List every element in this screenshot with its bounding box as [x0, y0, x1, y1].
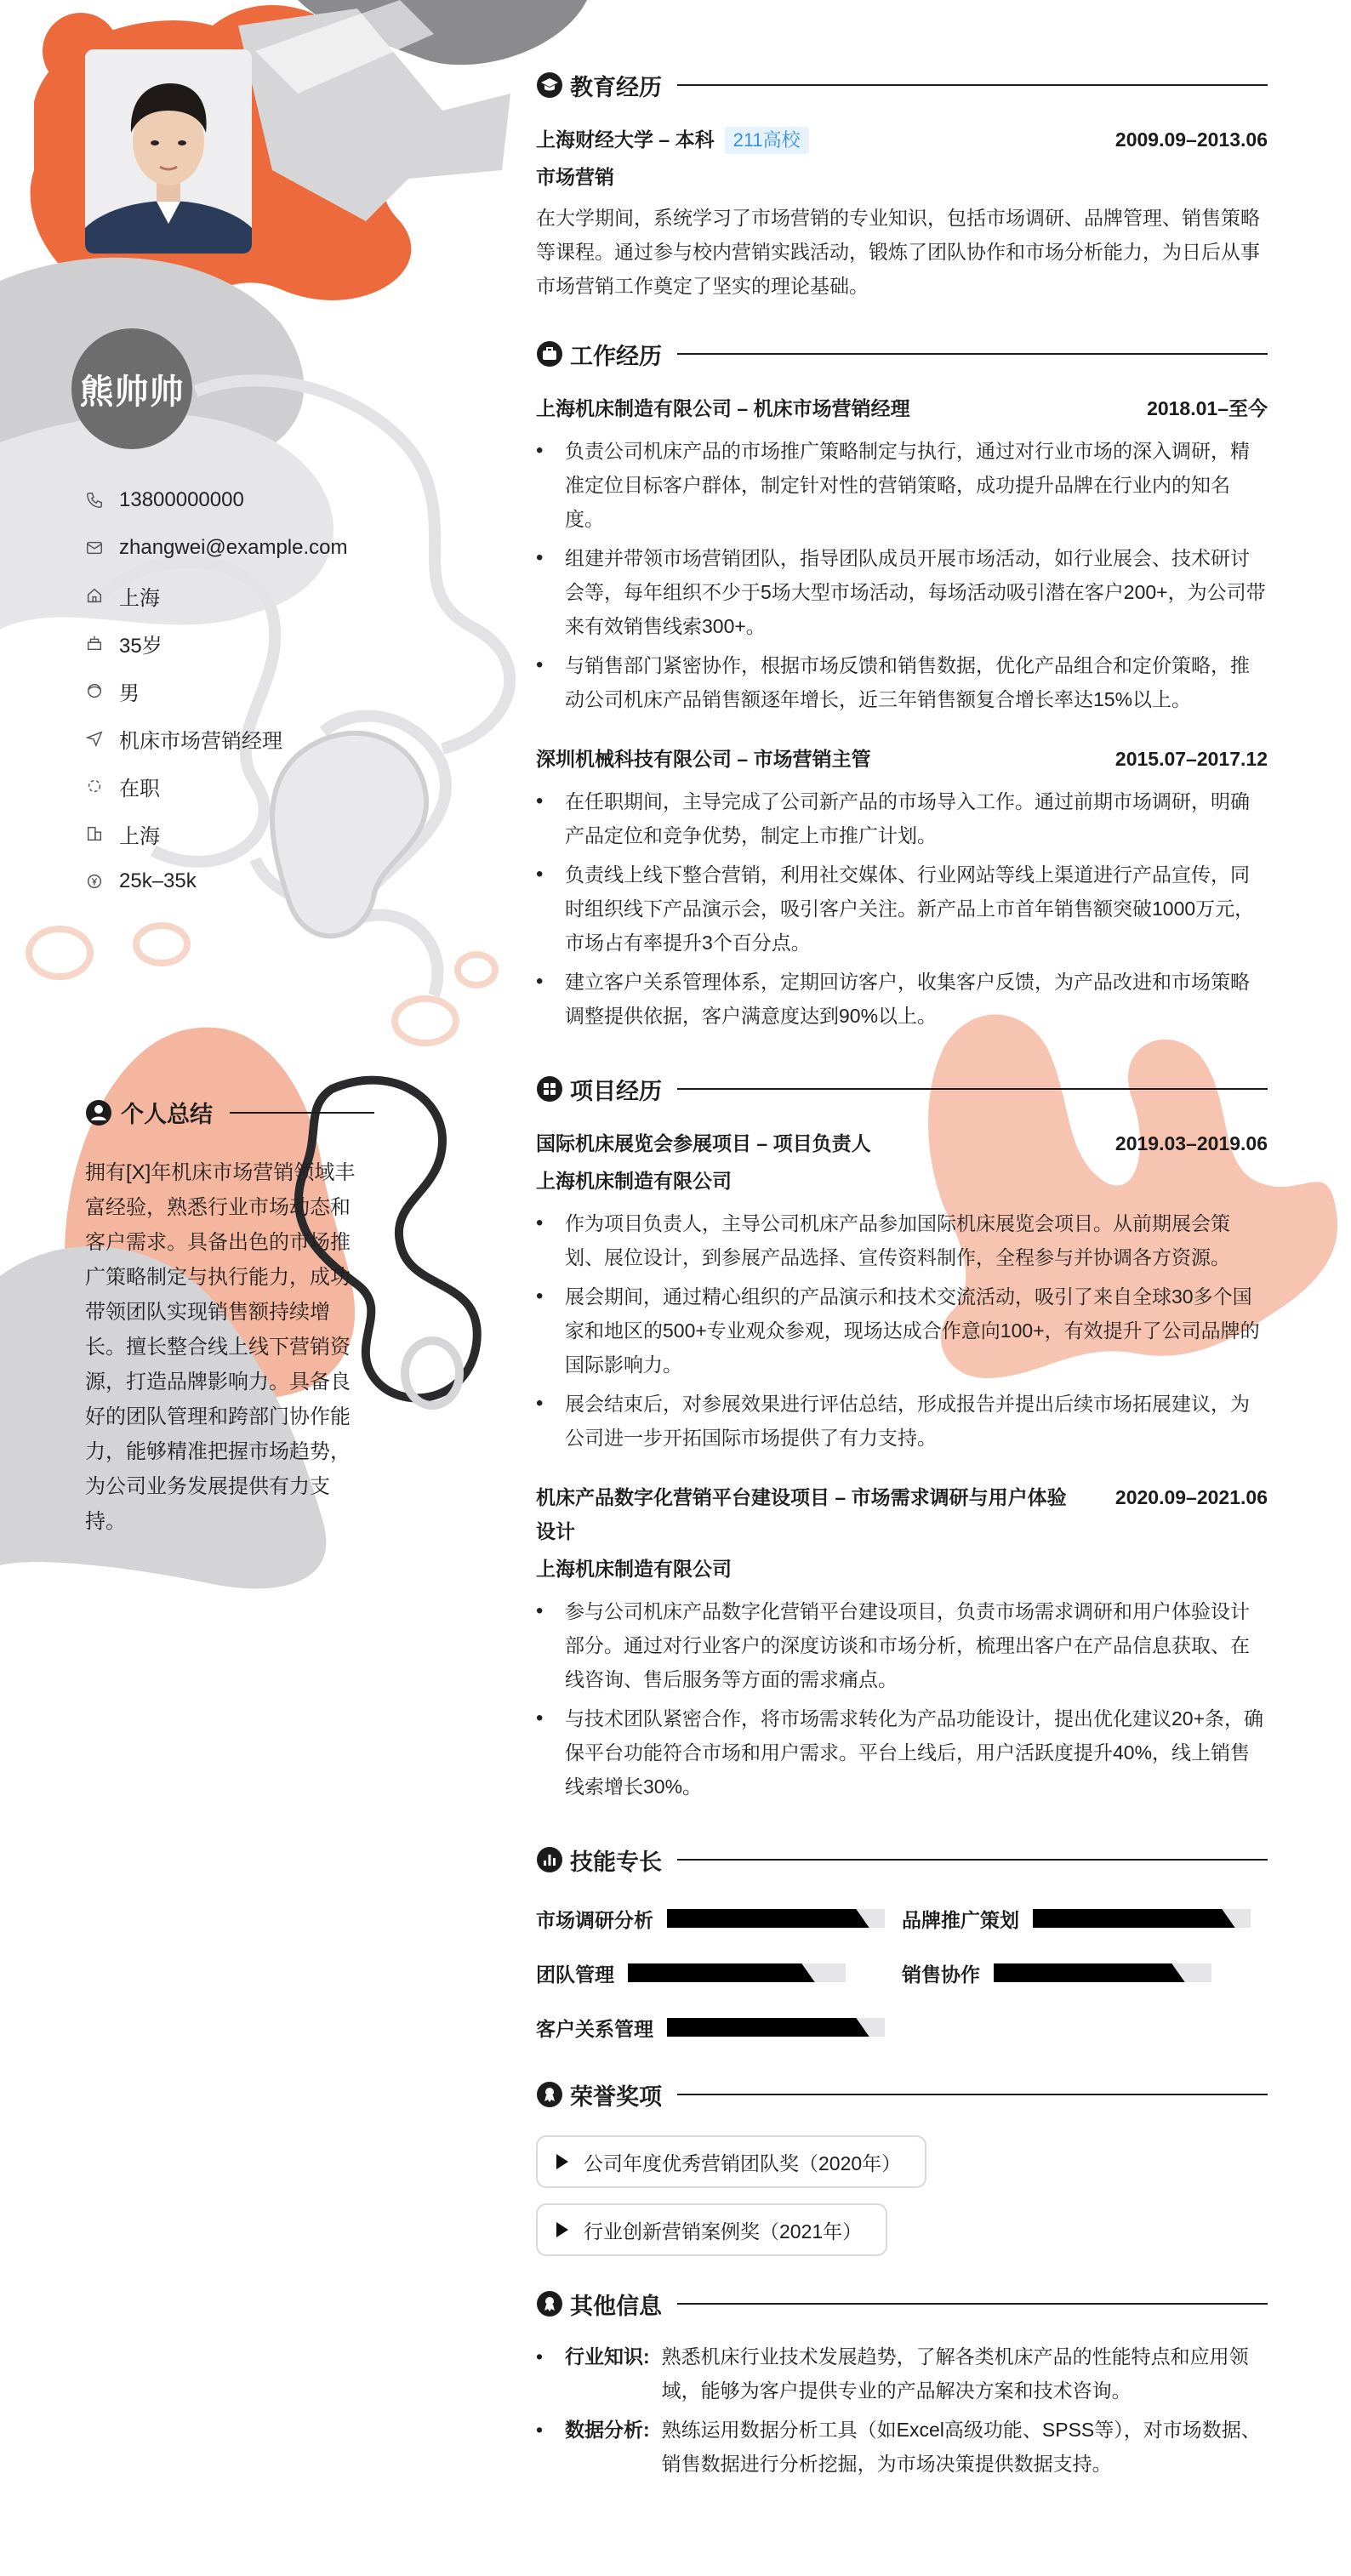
education-school: 上海财经大学 – 本科 [536, 128, 715, 151]
projects-section [536, 1067, 1268, 1804]
honor-item [536, 2135, 926, 2188]
contact-status-text: 在职 [119, 777, 160, 801]
contact-age-text: 35岁 [119, 634, 162, 658]
education-date: 2009.09–2013.06 [1114, 128, 1268, 151]
contact-salary [85, 858, 442, 905]
other-title: 其他信息 [570, 2293, 662, 2319]
project-head: 机床产品数字化营销平台建设项目 – 市场需求调研与用户体验设计 [536, 1486, 1067, 1542]
education-section [536, 63, 1268, 303]
projects-header [536, 1067, 1268, 1111]
job-bullet: • 在任职期间，主导完成了公司新产品的市场导入工作。通过前期市场调研，明确产品定位和竞争优势，制定上市推广计划。 [536, 784, 1268, 852]
project-company: 上海机床制造有限公司 [536, 1170, 732, 1192]
honor-item [536, 2203, 887, 2256]
job-item [536, 742, 1268, 1033]
project-item [536, 1480, 1268, 1804]
award-icon [536, 2081, 563, 2108]
contact-status [85, 762, 442, 810]
contact-gender-text: 男 [119, 681, 140, 705]
skill-bar-fill [1033, 1909, 1218, 1928]
other-item: • 数据分析: 熟练运用数据分析工具（如Excel高级功能、SPSS等），对市场数据、销售数据进行分析挖掘，为市场决策提供数据支持。 [536, 2413, 1268, 2481]
info-badge-icon [536, 2290, 563, 2317]
skill-name: 团队管理 [536, 1963, 614, 1986]
contact-home [85, 572, 442, 619]
project-head: 国际机床展览会参展项目 – 项目负责人 [536, 1132, 871, 1154]
project-company: 上海机床制造有限公司 [536, 1558, 732, 1580]
skill-name: 市场调研分析 [536, 1908, 653, 1931]
skill-bar-fill [667, 1909, 852, 1928]
honors-title: 荣誉奖项 [570, 2083, 662, 2110]
city-icon [85, 824, 104, 843]
job-item [536, 391, 1268, 716]
project-bullet: • 展会结束后，对参展效果进行评估总结，形成报告并提出后续市场拓展建议，为公司进一步开拓国际市场提供了有力支持。 [536, 1387, 1268, 1455]
job-row [536, 742, 1268, 776]
summary-header [85, 1096, 374, 1129]
honors-divider [677, 2094, 1268, 2095]
main-content [536, 63, 1268, 2486]
play-triangle-icon [556, 2222, 568, 2237]
education-major: 市场营销 [536, 166, 614, 188]
graduation-cap-icon [536, 71, 563, 99]
projects-divider [677, 1088, 1268, 1090]
contact-phone-text: 13800000000 [119, 488, 244, 511]
work-title: 工作经历 [570, 343, 662, 369]
education-school-wrap [536, 123, 809, 157]
contact-email-text: zhangwei@example.com [119, 536, 348, 559]
project-bullet: • 展会期间，通过精心组织的产品演示和技术交流活动，吸引了来自全球30多个国家和地区的500+专业观众参观，现场达成合作意向100+，有效提升了公司品牌的国际影响力。 [536, 1279, 1268, 1382]
skill-item [902, 1902, 1268, 1935]
job-head: 深圳机械科技有限公司 – 市场营销主管 [536, 748, 871, 770]
job-bullet: • 负责公司机床产品的市场推广策略制定与执行，通过对行业市场的深入调研，精准定位目标客户群体，制定针对性的营销策略，成功提升品牌在行业内的知名度。 [536, 434, 1268, 536]
other-key: 数据分析: [565, 2419, 650, 2441]
skills-section [536, 1838, 1268, 2043]
skills-grid [536, 1902, 1268, 2043]
contact-age [85, 619, 442, 667]
other-item: • 行业知识: 熟悉机床行业技术发展趋势，了解各类机床产品的性能特点和应用领域，能够为客户提供专业的产品解决方案和技术咨询。 [536, 2339, 1268, 2408]
mail-icon [85, 539, 104, 557]
contact-gender [85, 667, 442, 715]
project-item [536, 1126, 1268, 1455]
project-bullet: • 作为项目负责人，主导公司机床产品参加国际机床展览会项目。从前期展会策划、展位设计，到参展产品选择、宣传资料制作，全程参与并协调各方资源。 [536, 1206, 1268, 1274]
phone-icon [85, 491, 104, 510]
profile-photo [85, 49, 252, 254]
other-section [536, 2282, 1268, 2481]
candidate-name: 熊帅帅 [71, 328, 192, 449]
education-tag-badge: 211高校 [725, 127, 809, 154]
other-header [536, 2282, 1268, 2326]
other-value: 熟练运用数据分析工具（如Excel高级功能、SPSS等），对市场数据、销售数据进行分析挖掘，为市场决策提供数据支持。 [661, 2419, 1261, 2475]
honor-text: 行业创新营销案例奖（2021年） [584, 2220, 863, 2243]
summary-divider [230, 1112, 374, 1114]
education-divider [677, 84, 1268, 86]
projects-title: 项目经历 [570, 1078, 662, 1104]
project-bullets [536, 1594, 1268, 1804]
other-divider [677, 2303, 1268, 2305]
skill-bar [994, 1963, 1211, 1982]
job-bullet: • 负责线上线下整合营销，利用社交媒体、行业网站等线上渠道进行产品宣传，同时组织线下产品演示会，吸引客户关注。新产品上市首年销售额突破1000万元，市场占有率提升3个百分点。 [536, 858, 1268, 960]
skill-bar-fill [994, 1963, 1168, 1982]
job-bullet: • 建立客户关系管理体系，定期回访客户，收集客户反馈，为产品改进和市场策略调整提供依据，客户满意度达到90%以上。 [536, 965, 1268, 1033]
position-icon [85, 729, 104, 748]
job-date: 2015.07–2017.12 [1114, 748, 1268, 770]
skills-title: 技能专长 [570, 1849, 662, 1875]
status-icon [85, 777, 104, 795]
skills-divider [677, 1859, 1268, 1861]
skill-bar [628, 1963, 846, 1982]
job-bullet: • 与销售部门紧密协作，根据市场反馈和销售数据，优化产品组合和定价策略，推动公司机床产品销售额逐年增长，近三年销售额复合增长率达15%以上。 [536, 648, 1268, 716]
home-icon [85, 586, 104, 605]
bar-chart-icon [536, 1846, 563, 1873]
contact-city-text: 上海 [119, 824, 160, 848]
project-row [536, 1480, 1268, 1548]
skill-item [536, 1902, 902, 1935]
education-title: 教育经历 [570, 74, 662, 100]
age-icon [85, 634, 104, 653]
other-key: 行业知识: [565, 2345, 650, 2368]
work-section [536, 332, 1268, 1033]
project-bullet: • 与技术团队紧密合作，将市场需求转化为产品功能设计，提出优化建议20+条，确保平台功能符合市场和用户需求。平台上线后，用户活跃度提升40%，线上销售线索增长30%。 [536, 1701, 1268, 1804]
education-header [536, 63, 1268, 107]
work-divider [677, 353, 1268, 355]
skill-name: 客户关系管理 [536, 2017, 653, 2040]
job-bullet: • 组建并带领市场营销团队，指导团队成员开展市场活动，如行业展会、技术研讨会等，每年组织不少于5场大型市场活动，每场活动吸引潜在客户200+，为公司带来有效销售线索300+。 [536, 541, 1268, 643]
skill-name: 品牌推广策划 [902, 1908, 1019, 1931]
sidebar [0, 0, 476, 2576]
job-bullets [536, 434, 1268, 716]
skill-item [902, 1957, 1268, 1989]
honors-list [536, 2135, 1268, 2271]
honor-text: 公司年度优秀营销团队奖（2020年） [584, 2151, 902, 2174]
job-head: 上海机床制造有限公司 – 机床市场营销经理 [536, 397, 910, 419]
skill-item [536, 2011, 902, 2043]
other-list [536, 2339, 1268, 2481]
skills-header [536, 1838, 1268, 1882]
user-circle-icon [85, 1099, 112, 1126]
education-desc: 在大学期间，系统学习了市场营销的专业知识，包括市场调研、品牌管理、销售策略等课程。通过参与校内营销实践活动，锻炼了团队协作和市场分析能力，为日后从事市场营销工作奠定了坚实的理论基础。 [536, 207, 1260, 297]
contact-list [85, 476, 442, 905]
skill-bar [667, 2018, 885, 2037]
contact-position [85, 715, 442, 762]
salary-icon [85, 872, 104, 891]
project-date: 2020.09–2021.06 [1114, 1486, 1268, 1508]
project-bullets [536, 1206, 1268, 1455]
job-bullets [536, 784, 1268, 1033]
contact-city [85, 810, 442, 858]
work-header [536, 332, 1268, 376]
other-value: 熟悉机床行业技术发展趋势，了解各类机床产品的性能特点和应用领域，能够为客户提供专业的产品解决方案和技术咨询。 [661, 2345, 1249, 2402]
honors-header [536, 2072, 1268, 2117]
project-date: 2019.03–2019.06 [1114, 1132, 1268, 1154]
contact-phone [85, 476, 442, 524]
education-row [536, 123, 1268, 157]
contact-home-text: 上海 [119, 586, 160, 610]
summary-title: 个人总结 [121, 1102, 213, 1127]
contact-email [85, 524, 442, 572]
skill-bar-fill [667, 2018, 852, 2037]
skill-name: 销售协作 [902, 1963, 980, 1986]
skill-bar [1033, 1909, 1251, 1928]
honors-section [536, 2072, 1268, 2271]
skill-bar-fill [628, 1963, 798, 1982]
person-avatar-icon [85, 49, 252, 254]
project-bullet: • 参与公司机床产品数字化营销平台建设项目，负责市场需求调研和用户体验设计部分。通过对行业客户的深度访谈和市场分析，梳理出客户在产品信息获取、在线咨询、售后服务等方面的需求痛点。 [536, 1594, 1268, 1696]
job-date: 2018.01–至今 [1147, 397, 1268, 419]
summary-text: 拥有[X]年机床市场营销领域丰富经验，熟悉行业市场动态和客户需求。具备出色的市场推广策略制定与执行能力，成功带领团队实现销售额持续增长。擅长整合线上线下营销资源，打造品牌影响力。具备良好的团队管理和跨部门协作能力，能够精准把握市场趋势，为公司业务发展提供有力支持。 [85, 1161, 356, 1533]
job-row [536, 391, 1268, 425]
play-triangle-icon [556, 2154, 568, 2169]
grid-icon [536, 1075, 563, 1103]
gender-icon [85, 681, 104, 700]
skill-bar [667, 1909, 885, 1928]
contact-salary-text: 25k–35k [119, 869, 197, 892]
briefcase-icon [536, 340, 563, 368]
contact-position-text: 机床市场营销经理 [119, 729, 282, 753]
project-row [536, 1126, 1268, 1160]
skill-item [536, 1957, 902, 1989]
